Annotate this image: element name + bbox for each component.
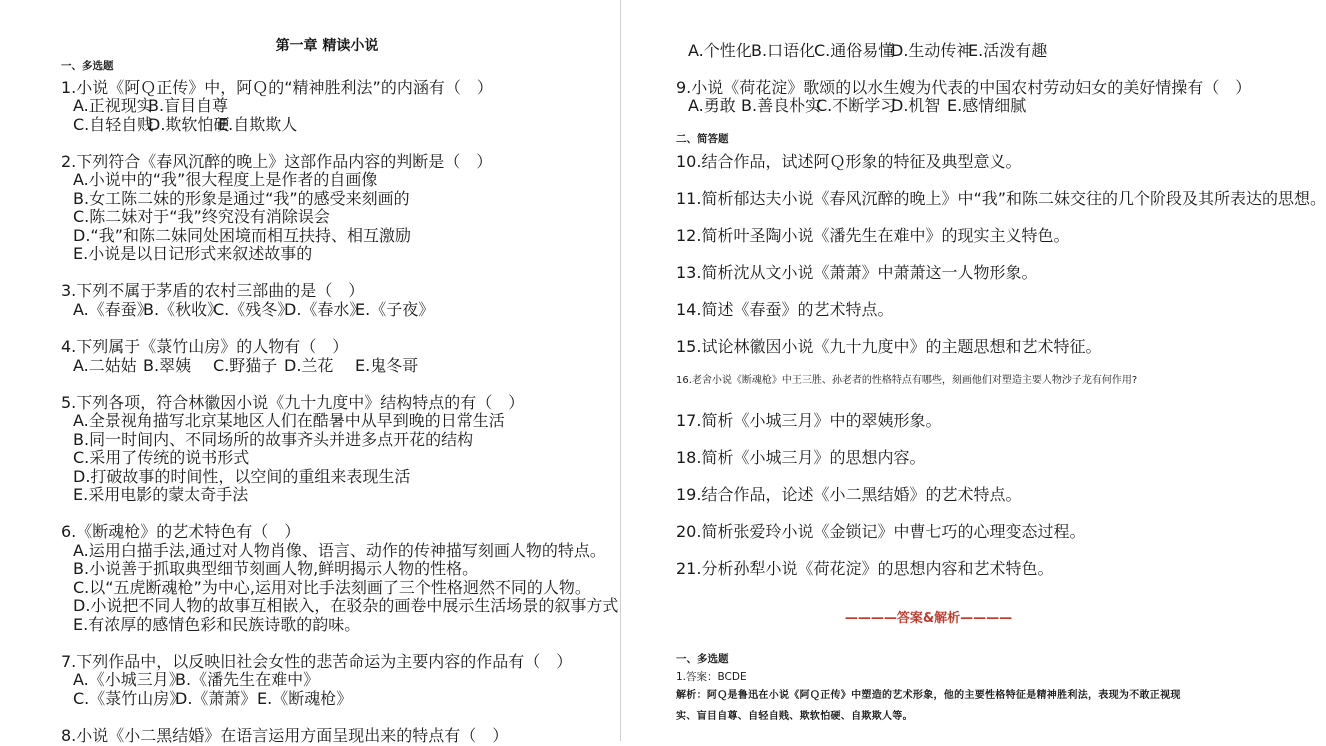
question-3: 3.下列不属于茅盾的农村三部曲的是（ ） bbox=[61, 281, 365, 300]
short-question: 12.简析叶圣陶小说《潘先生在难中》的现实主义特色。 bbox=[676, 226, 1070, 245]
option: B.同一时间内、不同场所的故事齐头并进多点开花的结构 bbox=[73, 430, 474, 449]
short-question: 14.简述《春蚕》的艺术特点。 bbox=[676, 300, 894, 319]
option: E.活泼有趣 bbox=[968, 41, 1048, 60]
option: B.翠姨 bbox=[143, 356, 192, 375]
option: D.“我”和陈二妹同处困境而相互扶持、相互激励 bbox=[73, 226, 411, 245]
question-7: 7.下列作品中，以反映旧社会女性的悲苦命运为主要内容的作品有（ ） bbox=[61, 652, 573, 671]
question-4-options bbox=[73, 353, 418, 376]
option: D.《春水》 bbox=[284, 300, 366, 319]
option: A.《小城三月》 bbox=[73, 670, 185, 689]
short-question: 13.简析沈从文小说《萧萧》中萧萧这一人物形象。 bbox=[676, 263, 1038, 282]
option: A.全景视角描写北京某地区人们在酷暑中从早到晚的日常生活 bbox=[73, 411, 505, 430]
short-question: 15.试论林徽因小说《九十九度中》的主题思想和艺术特征。 bbox=[676, 337, 1102, 356]
chapter-title: 第一章 精读小说 bbox=[275, 38, 379, 54]
question-8-options bbox=[688, 38, 1047, 61]
option: D.小说把不同人物的故事互相嵌入，在驳杂的画卷中展示生活场景的叙事方式 bbox=[73, 596, 619, 615]
option: E.小说是以日记形式来叙述故事的 bbox=[73, 244, 313, 263]
option: C.陈二妹对于“我”终究没有消除误会 bbox=[73, 207, 330, 226]
option: C.《残冬》 bbox=[213, 300, 294, 319]
option: A.二姑姑 bbox=[73, 356, 137, 375]
option: E.有浓厚的感情色彩和民族诗歌的韵味。 bbox=[73, 615, 361, 634]
option: B.口语化 bbox=[751, 41, 816, 60]
option: D.打破故事的时间性，以空间的重组来表现生活 bbox=[73, 467, 411, 486]
option: B.《秋收》 bbox=[143, 300, 224, 319]
short-question: 18.简析《小城三月》的思想内容。 bbox=[676, 448, 926, 467]
section-short-answer: 二、简答题 bbox=[676, 133, 729, 145]
question-9: 9.小说《荷花淀》歌颂的以水生嫂为代表的中国农村劳动妇女的美好情操有（ ） bbox=[676, 78, 1252, 97]
answer-1: 1.答案：BCDE bbox=[676, 671, 747, 683]
short-question: 16.老舍小说《断魂枪》中王三胜、孙老者的性格特点有哪些，刻画他们对塑造主要人物沙子龙有何作用? bbox=[676, 375, 1138, 386]
question-1-options-row2 bbox=[73, 112, 297, 135]
answers-section-heading: 一、多选题 bbox=[676, 653, 729, 665]
option: E.自欺欺人 bbox=[218, 115, 298, 134]
option: D.欺软怕硬 bbox=[148, 115, 230, 134]
question-9-options bbox=[688, 93, 1026, 116]
short-question: 17.简析《小城三月》中的翠姨形象。 bbox=[676, 411, 942, 430]
option: E.《断魂枪》 bbox=[257, 689, 353, 708]
short-question: 10.结合作品，试述阿Ｑ形象的特征及典型意义。 bbox=[676, 152, 1022, 171]
option: D.《萧萧》 bbox=[175, 689, 257, 708]
option: A.勇敢 bbox=[688, 96, 736, 115]
option: D.机智 bbox=[891, 96, 941, 115]
question-5: 5.下列各项，符合林徽因小说《九十九度中》结构特点的有（ ） bbox=[61, 393, 525, 412]
question-7-options-row2 bbox=[73, 686, 352, 709]
option: E.感情细腻 bbox=[947, 96, 1027, 115]
option: B.《潘先生在难中》 bbox=[175, 670, 320, 689]
short-question: 11.简析郁达夫小说《春风沉醉的晚上》中“我”和陈二妹交往的几个阶段及其所表达的思想。 bbox=[676, 189, 1326, 208]
question-6: 6.《断魂枪》的艺术特色有（ ） bbox=[61, 522, 301, 541]
option: D.兰花 bbox=[284, 356, 334, 375]
option: A.运用白描手法,通过对人物肖像、语言、动作的传神描写刻画人物的特点。 bbox=[73, 541, 606, 560]
question-8: 8.小说《小二黑结婚》在语言运用方面呈现出来的特点有（ ） bbox=[61, 726, 509, 745]
option: E.鬼冬哥 bbox=[355, 356, 419, 375]
option: C.以“五虎断魂枪”为中心,运用对比手法刻画了三个性格迥然不同的人物。 bbox=[73, 578, 591, 597]
option: D.生动传神 bbox=[891, 41, 973, 60]
option: A.正视现实 bbox=[73, 96, 153, 115]
option: A.《春蚕》 bbox=[73, 300, 153, 319]
page-divider bbox=[620, 0, 621, 741]
option: C.不断学习 bbox=[816, 96, 897, 115]
answers-heading: ————答案&解析———— bbox=[844, 611, 1013, 626]
short-question: 20.简析张爱玲小说《金锁记》中曹七巧的心理变态过程。 bbox=[676, 522, 1086, 541]
question-1: 1.小说《阿Ｑ正传》中，阿Ｑ的“精神胜利法”的内涵有（ ） bbox=[61, 78, 493, 97]
question-4: 4.下列属于《菉竹山房》的人物有（ ） bbox=[61, 337, 349, 356]
option: C.采用了传统的说书形式 bbox=[73, 448, 250, 467]
short-question: 19.结合作品，论述《小二黑结婚》的艺术特点。 bbox=[676, 485, 1022, 504]
option: B.女工陈二妹的形象是通过“我”的感受来刻画的 bbox=[73, 189, 410, 208]
option: B.小说善于抓取典型细节刻画人物,鲜明揭示人物的性格。 bbox=[73, 559, 479, 578]
option: C.自轻自贱 bbox=[73, 115, 154, 134]
option: C.野猫子 bbox=[213, 356, 278, 375]
question-2: 2.下列符合《春风沉醉的晚上》这部作品内容的判断是（ ） bbox=[61, 152, 493, 171]
question-3-options bbox=[73, 297, 434, 320]
answer-1-explanation: 解析：阿Ｑ是鲁迅在小说《阿Ｑ正传》中塑造的艺术形象，他的主要性格特征是精神胜利法，表现为不敢正视现实、盲目自尊、自轻自贱、欺软怕硬、自欺欺人等。 bbox=[676, 690, 1181, 722]
option: A.个性化 bbox=[688, 41, 752, 60]
option: C.通俗易懂 bbox=[814, 41, 895, 60]
option: E.《子夜》 bbox=[355, 300, 435, 319]
option: B.盲目自尊 bbox=[148, 96, 229, 115]
section-multiple-choice: 一、多选题 bbox=[61, 60, 114, 72]
option: B.善良朴实 bbox=[741, 96, 822, 115]
option: A.小说中的“我”很大程度上是作者的自画像 bbox=[73, 170, 378, 189]
short-question: 21.分析孙犁小说《荷花淀》的思想内容和艺术特色。 bbox=[676, 559, 1054, 578]
option: C.《菉竹山房》 bbox=[73, 689, 186, 708]
option: E.采用电影的蒙太奇手法 bbox=[73, 485, 249, 504]
